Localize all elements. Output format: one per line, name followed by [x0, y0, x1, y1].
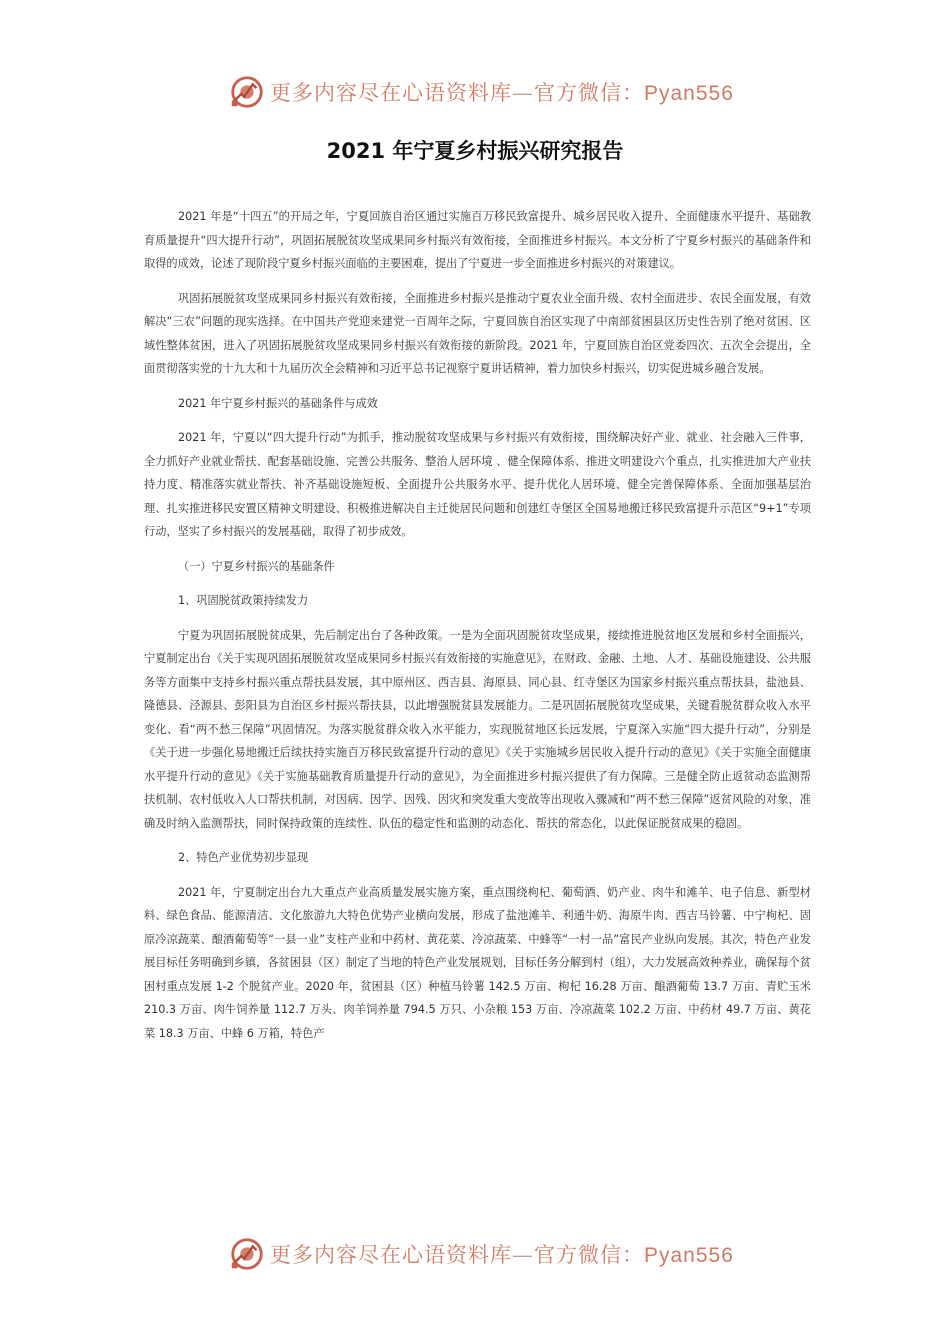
section-heading: 2021 年宁夏乡村振兴的基础条件与成效	[178, 396, 378, 410]
subsection-heading: （一）宁夏乡村振兴的基础条件	[178, 559, 335, 573]
brand-logo-icon	[228, 73, 266, 111]
industry-paragraph: 2021 年，宁夏制定出台九大重点产业高质量发展实施方案，重点围绕枸杞、葡萄酒、奶产业、肉牛和滩羊、电子信息、新型材料、绿色食品、能源清洁、文化旅游九大特色优势产业横向发展，形成了盐池滩羊、利通牛奶、海原牛肉、西吉马铃薯、中宁枸杞、固原冷凉蔬菜、酿酒葡萄等“一县一业”支柱产业和中药材、黄花菜、冷凉蔬菜、中蜂等“一村一品”富民产业纵向发展。其次，特色产业发展目标任务明确到乡镇，各贫困县（区）制定了当地的特色产业发展规划，目标任务分解到村（组），大力发展高效种养业，确保每个贫困村重点发展 1-2 个脱贫产业。2020 年，贫困县（区）种植马铃薯 142.5 万亩、枸杞 16.28 万亩、酿酒葡萄 13.7 万亩、青贮玉米 210.3 万亩、肉牛饲养量 112.7 万头、肉羊饲养量 794.5 万只、小杂粮 153 万亩、冷凉蔬菜 102.2 万亩、中药材 49.7 万亩、黄花菜 18.3 万亩、中蜂 6 万箱，特色产	[144, 885, 811, 1040]
banner-wechat-id: Pyan556	[644, 1244, 734, 1267]
banner-wechat-label: 官方微信：	[534, 1243, 644, 1267]
banner-brand-text: 更多内容尽在心语资料库	[270, 81, 512, 105]
brand-logo-icon	[228, 1235, 266, 1273]
intro-paragraph: 2021 年是“十四五”的开局之年，宁夏回族自治区通过实施百万移民致富提升、城乡居民收入提升、全面健康水平提升、基础教育质量提升“四大提升行动”，巩固拓展脱贫攻坚成果同乡村振兴有效衔接，全面推进乡村振兴。本文分析了宁夏乡村振兴的基础条件和取得的成效，论述了现阶段宁夏乡村振兴面临的主要困难，提出了宁夏进一步全面推进乡村振兴的对策建议。	[144, 210, 811, 270]
document-title: 2021 年宁夏乡村振兴研究报告	[326, 139, 624, 163]
subsection-item-heading: 2、特色产业优势初步显现	[178, 851, 309, 864]
header-watermark-banner	[228, 72, 748, 112]
footer-watermark-banner	[228, 1234, 748, 1274]
subsection-item-heading: 1、巩固脱贫政策持续发力	[178, 594, 309, 607]
policy-paragraph: 宁夏为巩固拓展脱贫成果，先后制定出台了各种政策。一是为全面巩固脱贫攻坚成果，接续推进脱贫地区发展和乡村全面振兴，宁夏制定出台《关于实现巩固拓展脱贫攻坚成果同乡村振兴有效衔接的实施意见》，在财政、金融、土地、人才、基础设施建设、公共服务等方面集中支持乡村振兴重点帮扶县发展，其中原州区、西吉县、海原县、同心县、红寺堡区为国家乡村振兴重点帮扶县，盐池县、隆德县、泾源县、彭阳县为自治区乡村振兴帮扶县，以此增强脱贫县发展能力。二是巩固拓展脱贫攻坚成果，关键看脱贫群众收入水平变化、看“两不愁三保障”巩固情况。为落实脱贫群众收入水平能力，实现脱贫地区长远发展，宁夏深入实施“四大提升行动”，分别是《关于进一步强化易地搬迁后续扶持实施百万移民致富提升行动的意见》《关于实施城乡居民收入提升行动的意见》《关于实施全面健康水平提升行动的意见》《关于实施基础教育质量提升行动的意见》，为全面推进乡村振兴提供了有力保障。三是健全防止返贫动态监测帮扶机制、农村低收入人口帮扶机制，对因病、因学、因残、因灾和突发重大变故等出现收入骤减和“两不愁三保障”返贫风险的对象，准确及时纳入监测帮扶，同时保持政策的连续性、队伍的稳定性和监测的动态化、帮扶的常态化，以此保证脱贫成果的稳固。	[144, 628, 811, 830]
section-paragraph: 2021 年，宁夏以“四大提升行动”为抓手，推动脱贫攻坚成果与乡村振兴有效衔接，围绕解决好产业、就业、社会融入三件事，全力抓好产业就业帮扶、配套基础设施、完善公共服务、整治人居环境 、健全保障体系、推进文明建设六个重点，扎实推进加大产业扶持力度、精准落实就业帮扶、补齐基础设施短板、全面提升公共服务水平、提升优化人居环境、健全完善保障体系、全面加强基层治理、扎实推进移民安置区精神文明建设、积极推进解决自主迁徙居民问题和创建红寺堡区全国易地搬迁移民致富提升示范区“9+1”专项行动，坚实了乡村振兴的发展基础，取得了初步成效。	[144, 431, 811, 538]
banner-brand-text: 更多内容尽在心语资料库	[270, 1243, 512, 1267]
banner-dash: —	[512, 81, 534, 105]
banner-text	[270, 77, 734, 107]
banner-text	[270, 1239, 734, 1269]
document-body	[144, 205, 811, 1056]
banner-wechat-label: 官方微信：	[534, 81, 644, 105]
banner-wechat-id: Pyan556	[644, 82, 734, 105]
banner-dash: —	[512, 1243, 534, 1267]
background-paragraph: 巩固拓展脱贫攻坚成果同乡村振兴有效衔接，全面推进乡村振兴是推动宁夏农业全面升级、农村全面进步、农民全面发展，有效解决“三农”问题的现实选择。在中国共产党迎来建党一百周年之际，宁夏回族自治区实现了中南部贫困县区历史性告别了绝对贫困、区域性整体贫困，进入了巩固拓展脱贫攻坚成果同乡村振兴有效衔接的新阶段。2021 年，宁夏回族自治区党委四次、五次全会提出，全面贯彻落实党的十九大和十九届历次全会精神和习近平总书记视察宁夏讲话精神，着力加快乡村振兴，切实促进城乡融合发展。	[144, 291, 811, 375]
